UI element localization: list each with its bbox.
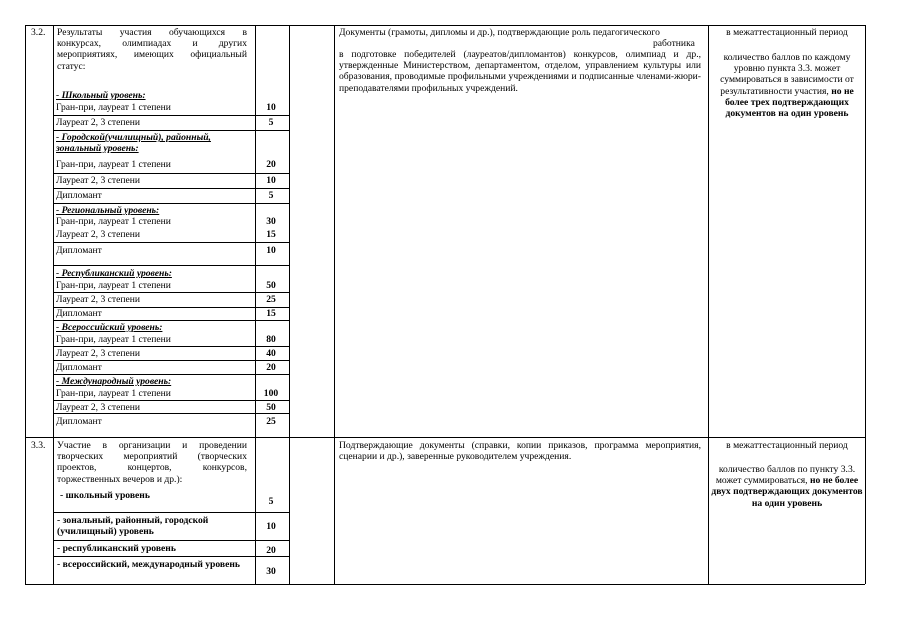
documents-text <box>339 27 701 38</box>
level-heading: - Всероссийский уровень: <box>56 322 163 333</box>
level-item-label: Лауреат 2, 3 степени <box>56 175 141 186</box>
level-item-points: 40 <box>266 348 276 359</box>
row-divider <box>53 292 289 293</box>
criterion-title: Участие в организации и проведении творческих мероприятий (творческих проектов, концертов, конкурсов, торжественных вечеров и др.): <box>57 440 247 485</box>
documents-text-part: работника <box>653 38 695 49</box>
row-divider <box>53 556 289 557</box>
table-border <box>25 25 26 584</box>
level-item-label: Дипломант <box>56 416 102 427</box>
table-border <box>25 437 865 438</box>
level-item-points: 5 <box>268 190 274 201</box>
table-border <box>289 25 290 584</box>
level-item-points: 5 <box>268 496 274 507</box>
scoring-note <box>711 52 863 119</box>
row-divider <box>53 130 289 131</box>
level-heading: - Республиканский уровень: <box>56 268 172 279</box>
scoring-note-text: количество баллов по пункту 3.3. может суммироваться, <box>715 464 856 487</box>
level-item-points: 100 <box>263 388 279 399</box>
level-item-label: - зональный, районный, городской (училищный) уровень <box>57 515 209 538</box>
row-divider <box>53 188 289 189</box>
level-item-label: Дипломант <box>56 245 102 256</box>
level-item-points: 20 <box>266 362 276 373</box>
level-item-points: 20 <box>266 159 276 170</box>
level-heading: - Городской(училищный), районный, зональный уровень: <box>56 132 211 155</box>
documents-text-part: в подготовке победителей (лауреатов/дипломантов) конкурсов, олимпиад и др., утвержденные Министерством, департаментом, отделом, управлением культуры или образования, проводимые профильными учреждениями и подписанные членами-жюри-преподавателями профильных учреждений. <box>339 49 701 94</box>
level-item-label: Дипломант <box>56 362 102 373</box>
row-divider <box>53 360 289 361</box>
row-divider <box>53 115 289 116</box>
table-border <box>865 25 866 584</box>
level-item-label: Гран-при, лауреат 1 степени <box>56 388 171 399</box>
scoring-note-limit: но не более двух подтверждающих документов на один уровень <box>711 475 863 509</box>
level-heading: - Международный уровень: <box>56 376 172 387</box>
documents-text-part: Документы (грамоты, дипломы и др.), подтверждающие роль педагогического <box>339 27 660 38</box>
level-item-label: Гран-при, лауреат 1 степени <box>56 280 171 291</box>
level-item-points: 10 <box>266 245 276 256</box>
level-item-points: 30 <box>266 566 276 577</box>
scoring-note-limit: но не более трех подтверждающих документов на один уровень <box>725 85 854 120</box>
table-border <box>334 25 335 584</box>
level-item-label: - республиканский уровень <box>57 543 176 554</box>
level-item-points: 20 <box>266 545 276 556</box>
level-item-label: Лауреат 2, 3 степени <box>56 402 141 413</box>
row-divider <box>53 320 289 321</box>
period-text: в межаттестационный период <box>726 27 848 38</box>
level-item-points: 80 <box>266 334 276 345</box>
level-heading: - Школьный уровень: <box>56 90 146 101</box>
table-border <box>708 25 709 584</box>
level-item-points: 5 <box>268 117 274 128</box>
level-item-label: Лауреат 2, 3 степени <box>56 229 141 240</box>
row-divider <box>53 242 289 243</box>
row-divider <box>53 400 289 401</box>
level-item-label: Гран-при, лауреат 1 степени <box>56 216 171 227</box>
table-border <box>25 25 865 26</box>
level-item-label: Лауреат 2, 3 степени <box>56 294 141 305</box>
level-item-points: 10 <box>266 521 276 532</box>
level-item-points: 15 <box>266 308 276 319</box>
row-number: 3.3. <box>31 440 46 451</box>
level-item-label: Гран-при, лауреат 1 степени <box>56 102 171 113</box>
row-number: 3.2. <box>31 27 46 38</box>
row-divider <box>53 512 289 513</box>
level-item-label: - школьный уровень <box>60 490 150 501</box>
row-divider <box>53 346 289 347</box>
level-item-points: 50 <box>266 280 276 291</box>
row-divider <box>53 374 289 375</box>
level-item-points: 25 <box>266 416 276 427</box>
level-item-label: Гран-при, лауреат 1 степени <box>56 334 171 345</box>
row-divider <box>53 265 289 266</box>
scoring-note-text: количество баллов по каждому уровню пункта 3.3. может суммироваться в зависимости от результативности участия, <box>720 52 854 97</box>
level-item-label: Дипломант <box>56 190 102 201</box>
row-divider <box>53 173 289 174</box>
level-item-label: Гран-при, лауреат 1 степени <box>56 159 171 170</box>
level-item-points: 30 <box>266 216 276 227</box>
documents-text: Подтверждающие документы (справки, копии приказов, программа мероприятия, сценарии и др.), заверенные руководителем учреждения. <box>339 440 701 463</box>
table-border <box>53 25 54 584</box>
criterion-title: Результаты участия обучающихся в конкурсах, олимпиадах и других мероприятиях, имеющих официальный статус: <box>57 27 247 72</box>
level-item-points: 25 <box>266 294 276 305</box>
row-divider <box>53 203 289 204</box>
level-item-points: 10 <box>266 102 276 113</box>
scoring-note <box>711 464 863 509</box>
level-heading: - Региональный уровень: <box>56 205 160 216</box>
level-item-label: Лауреат 2, 3 степени <box>56 348 141 359</box>
period-text: в межаттестационный период <box>726 440 848 451</box>
level-item-label: - всероссийский, международный уровень <box>57 559 240 570</box>
table-border <box>25 584 865 585</box>
level-item-points: 50 <box>266 402 276 413</box>
level-item-points: 15 <box>266 229 276 240</box>
level-item-points: 10 <box>266 175 276 186</box>
level-item-label: Лауреат 2, 3 степени <box>56 117 141 128</box>
row-divider <box>53 540 289 541</box>
level-item-label: Дипломант <box>56 308 102 319</box>
